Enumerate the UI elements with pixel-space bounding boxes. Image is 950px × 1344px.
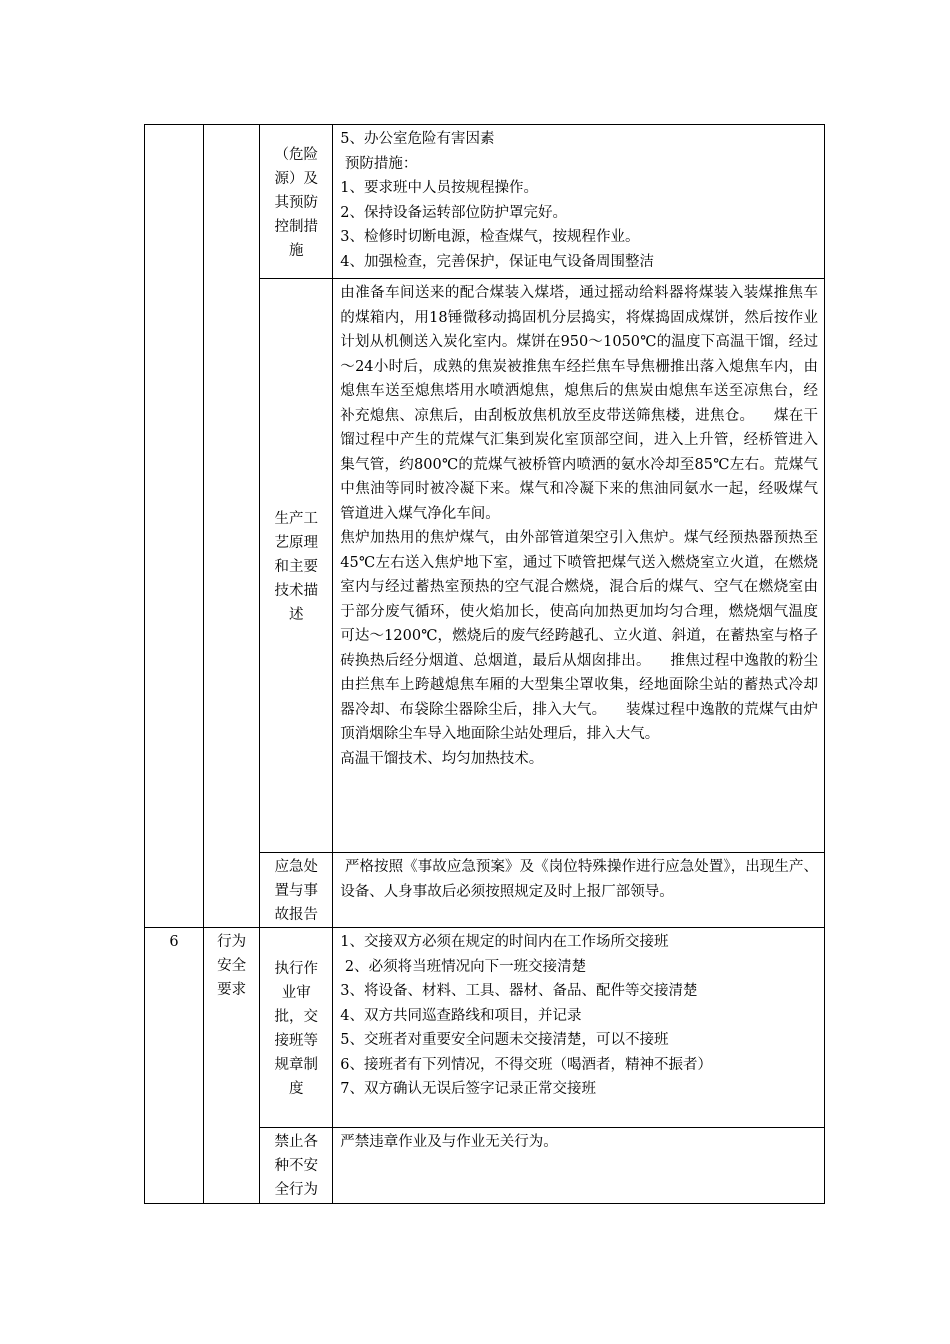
process-paragraph: 由准备车间送来的配合煤装入煤塔，通过摇动给料器将煤装入装煤推焦车的煤箱内，用18锤微移动捣固机分层捣实，将煤捣固成煤饼，然后按作业计划从机侧送入炭化室内。煤饼在950～1050℃的温度下高温干馏，经过～24小时后，成熟的焦炭被推焦车经拦焦车导焦栅推出落入熄焦车内，由熄焦车送至熄焦塔用水喷洒熄焦，熄焦后的焦炭由熄焦车送至凉焦台，经补充熄焦、凉焦后，由刮板放焦机放至皮带送筛焦楼，进焦仓。 煤在干馏过程中产生的荒煤气汇集到炭化室顶部空间，进入上升管，经桥管进入集气管，约800℃的荒煤气被桥管内喷洒的氨水冷却至85℃左右。荒煤气中焦油等同时被冷凝下来。煤气和冷凝下来的焦油同氨水一起，经吸煤气管道进入煤气净化车间。 xyxy=(340,285,818,522)
prohibit-label: 禁止各种不安全行为 xyxy=(260,1128,333,1204)
process-paragraph: 高温干馏技术、均匀加热技术。 xyxy=(340,750,544,767)
hazard-content xyxy=(333,125,825,279)
hazard-line: 预防措施： xyxy=(340,155,418,172)
document-table xyxy=(144,124,825,1204)
process-content xyxy=(333,279,825,853)
rules-label: 执行作业审批，交接班等规章制度 xyxy=(260,928,333,1128)
row-number: 6 xyxy=(145,928,204,1204)
emergency-text: 严格按照《事故应急预案》及《岗位特殊操作进行应急处置》，出现生产、设备、人身事故后必须按照规定及时上报厂部领导。 xyxy=(340,859,819,900)
behavior-category: 行为安全要求 xyxy=(204,928,260,1204)
rules-line: 2、必须将当班情况向下一班交接清楚 xyxy=(340,958,587,975)
hazard-line: 1、要求班中人员按规程操作。 xyxy=(340,180,538,196)
table-row-hazard xyxy=(145,125,825,279)
process-label: 生产工艺原理和主要技术描述 xyxy=(260,279,333,853)
prohibit-text: 严禁违章作业及与作业无关行为。 xyxy=(340,1134,558,1150)
rules-line: 3、将设备、材料、工具、器材、备品、配件等交接清楚 xyxy=(340,983,698,999)
rules-line: 1、交接双方必须在规定的时间内在工作场所交接班 xyxy=(340,934,669,950)
table-row-rules xyxy=(145,928,825,1128)
hazard-label: （危险源）及其预防控制措施 xyxy=(260,125,333,279)
rules-line: 7、双方确认无误后签字记录正常交接班 xyxy=(340,1081,596,1097)
emergency-label: 应急处置与事故报告 xyxy=(260,853,333,928)
hazard-line: 5、办公室危险有害因素 xyxy=(340,131,495,147)
rules-line: 6、接班者有下列情况，不得交班（喝酒者，精神不振者） xyxy=(340,1056,712,1073)
rules-line: 4、双方共同巡查路线和项目，并记录 xyxy=(340,1007,582,1024)
hazard-line: 3、检修时切断电源，检查煤气，按规程作业。 xyxy=(340,229,640,245)
hazard-line: 2、保持设备运转部位防护罩完好。 xyxy=(340,204,567,221)
rules-line: 5、交班者对重要安全问题未交接清楚，可以不接班 xyxy=(340,1032,669,1048)
rules-content xyxy=(333,928,825,1128)
hazard-line: 4、加强检查，完善保护，保证电气设备周围整洁 xyxy=(340,253,654,270)
emergency-content xyxy=(333,853,825,928)
number-cell-empty xyxy=(145,125,204,928)
process-paragraph: 焦炉加热用的焦炉煤气，由外部管道架空引入焦炉。煤气经预热器预热至45℃左右送入焦炉地下室，通过下喷管把煤气送入燃烧室立火道，在燃烧室内与经过蓄热室预热的空气混合燃烧，混合后的煤气、空气在燃烧室由于部分废气循环，使火焰加长，使高向加热更加均匀合理，燃烧烟气温度可达～1200℃，燃烧后的废气经跨越孔、立火道、斜道，在蓄热室与格子砖换热后经分烟道、总烟道，最后从烟囱排出。 推焦过程中逸散的粉尘由拦焦车上跨越熄焦车厢的大型集尘罩收集，经地面除尘站的蓄热式冷却器冷却、布袋除尘器除尘后，排入大气。 装煤过程中逸散的荒煤气由炉顶消烟除尘车导入地面除尘站处理后，排入大气。 xyxy=(340,530,818,742)
category-cell-empty xyxy=(204,125,260,928)
prohibit-content xyxy=(333,1128,825,1204)
